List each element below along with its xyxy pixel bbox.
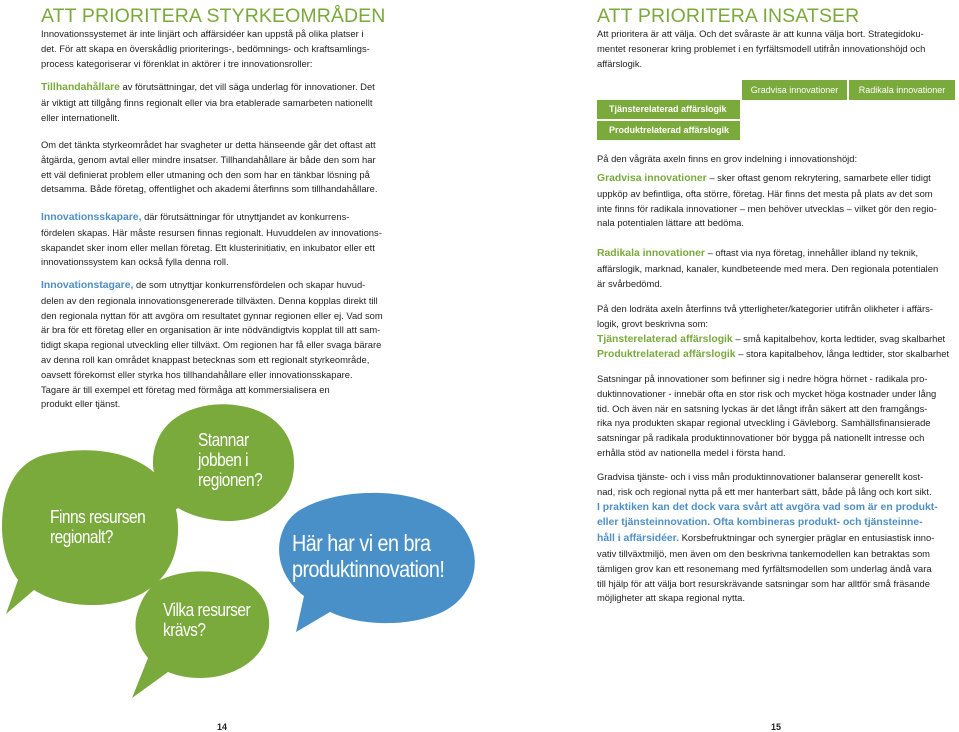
matrix-col-gradvisa: Gradvisa innovationer: [742, 80, 847, 100]
bubble-finns-text: [50, 507, 145, 547]
text-line: – oftast via nya företag, innehåller ibland ny teknik,: [704, 247, 919, 258]
bubble-har-text: [292, 530, 444, 582]
text-line: Gradvisa tjänste- och i viss mån produktinnovationer balanserar generellt kost-: [597, 471, 924, 482]
text-line: affärslogik.: [597, 57, 643, 69]
text-line: åtgärda, genom avtal eller mindre insatser. Tillhandahållare är både den som har: [41, 153, 376, 165]
text-line: eller internationellt.: [41, 111, 120, 123]
text-line: skapandet sker inom eller mellan företag. Ett klusterinitiativ, en inkubator eller ett: [41, 241, 375, 253]
text-line: uppköp av befintliga, ofta större, företag. Här finns det mesta på plats av det som: [597, 187, 933, 199]
bubble-line: Finns resursen: [50, 507, 146, 527]
right-intro: [597, 27, 957, 71]
bubble-line: jobben i: [198, 450, 249, 470]
bubble-vilka-text: [163, 600, 250, 640]
text-line: På den lodräta axeln återfinns två ytterligheter/kategorier utifrån olikheter i affärs-: [597, 303, 933, 314]
text-line: Satsningar på innovationer som befinner sig i nedre högra hörnet - radikala pro-: [597, 373, 928, 384]
text-line: inte finns för radikala innovationer – men behöver utvecklas – vilket gör den regio-: [597, 202, 937, 214]
text-line: är viktigt att tillgång finns regionalt eller via bra etablerade samarbeten nationellt: [41, 96, 373, 108]
tillhandahallare-term: Tillhandahållare: [41, 82, 120, 93]
text-line: På den vågräta axeln finns en grov indelning i innovationshöjd:: [597, 153, 858, 164]
text-line: – stora kapitalbehov, långa ledtider, stor skalbarhet: [735, 348, 950, 360]
radikala-term: Radikala innovationer: [597, 248, 705, 259]
bubble-line: krävs?: [163, 620, 206, 640]
text-line: produkt eller tjänst.: [41, 398, 121, 410]
text-line: de som utnyttjar konkurrensfördelen och skapar huvud-: [133, 279, 366, 290]
innovationstagare-section: [41, 278, 421, 412]
text-line: tid. Och även när en satsning lyckas är det långt ifrån säkert att den framgångs-: [597, 402, 928, 414]
innovationstagare-term: Innovationstagare,: [41, 280, 134, 291]
text-line: är bra för ett företag eller en organisation är inte nödvändigtvis kopplat till att sam-: [41, 324, 381, 336]
text-line: ett väl definierat problem eller utmaning och den som har en tänkbar lösning på: [41, 168, 370, 180]
vertical-axis-section: [597, 302, 957, 363]
bubble-line: produktinnovation!: [292, 556, 445, 582]
innovationsskapare-section: [41, 210, 421, 270]
text-line: process kategoriserar vi förenklat in aktörer i tre innovationsroller:: [41, 57, 313, 69]
text-line: Om det tänkta styrkeområdet har svagheter ur detta hänseende går det oftast att: [41, 139, 376, 150]
emphasis-line: håll i affärsidéer.: [597, 533, 680, 545]
satsningar-section: [597, 372, 957, 461]
text-line: logik, grovt beskrivna som:: [597, 317, 708, 329]
bubble-stannar-text: [198, 430, 262, 490]
text-line: mentet resonerar kring problemet i en fyrfältsmodell utifrån innovationshöjd och: [597, 42, 926, 54]
text-line: nad, risk och regional nytta på ett mer hanterbart sätt, både på lång och kort sikt.: [597, 485, 932, 497]
gradvisa-section: [597, 171, 957, 231]
text-line: oavsett förekomst eller styrka hos tillhandahållare eller innovationsskapare.: [41, 368, 353, 380]
produkt-term: Produktrelaterad affärslogik: [597, 349, 736, 361]
tjanst-term: Tjänsterelaterad affärslogik: [597, 333, 733, 345]
gradvisa-term: Gradvisa innovationer: [597, 173, 707, 184]
text-line: delen av den regionala innovationsgenererade tillväxten. Denna kopplas direkt till: [41, 294, 378, 306]
text-line: satsningar på radikala produktinnovationer bör bygga på nationellt intresse och: [597, 432, 925, 444]
matrix-col-radikala: Radikala innovationer: [849, 80, 955, 100]
bubble-line: regionalt?: [50, 527, 113, 547]
text-line: tidigt skapa regional utveckling eller tillväxt. Om regionen har få eller svaga bärare: [41, 339, 382, 351]
emphasis-line: I praktiken kan det dock vara svårt att avgöra vad som är en produkt-: [597, 501, 938, 513]
text-line: Korsbefruktningar och synergier präglar en entusiastisk inno-: [679, 532, 935, 544]
text-line: där förutsättningar för utnyttjandet av konkurrens-: [141, 211, 350, 222]
text-line: tämligen grov kan ett resonemang med fyrfältsmodellen som underlag ändå vara: [597, 562, 932, 574]
bubble-line: Här har vi en bra: [292, 530, 431, 556]
text-line: affärslogik, marknad, kanaler, kundbeteende med mera. Den regionala potentialen: [597, 262, 939, 274]
para-2: [41, 138, 421, 197]
text-line: innovationssystem kan också fylla denna roll.: [41, 256, 229, 268]
text-line: den regionala nyttan för att avgöra om resultatet gynnar regionen eller ej. Vad som: [41, 309, 383, 321]
innovationsskapare-term: Innovationsskapare,: [41, 212, 142, 223]
bubble-line: regionen?: [198, 470, 263, 490]
text-line: av förutsättningar, det vill säga underlag för innovationer. Det: [119, 81, 375, 92]
left-page-title: ATT PRIORITERA STYRKEOMRÅDEN: [41, 5, 386, 27]
radikala-section: [597, 246, 957, 291]
matrix-row-tjanst: Tjänsterelaterad affärslogik: [597, 100, 740, 119]
tillhandahallare-section: [41, 80, 421, 125]
text-line: Tagare är till exempel ett företag med förmåga att kommersialisera en: [41, 383, 330, 395]
text-line: detsamma. Både företag, offentlighet och akademi återfinns som tillhandahållare.: [41, 183, 378, 195]
text-line: det. För att skapa en överskådlig prioriterings-, bedömnings- och kraftsamlings-: [41, 42, 370, 54]
horiz-axis-intro: [597, 152, 957, 167]
text-line: erhålla stöd av nationella medel i första hand.: [597, 446, 786, 458]
text-line: nala potentialen lättare att bedöma.: [597, 217, 744, 229]
bubble-line: Vilka resurser: [163, 600, 251, 620]
text-line: duktinnovationer - innebär ofta en stor risk och mycket höga kostnader under lång: [597, 387, 937, 399]
right-page-title: ATT PRIORITERA INSATSER: [597, 5, 860, 27]
text-line: är svårbedömd.: [597, 277, 663, 289]
page-number-right: 15: [771, 722, 782, 732]
text-line: av denna roll kan området knappast betecknas som ett regionalt styrkeområde,: [41, 353, 370, 365]
text-line: möjligheter att skapa regional nytta.: [597, 592, 745, 604]
text-line: Att prioritera är att välja. Och det svåraste är att kunna välja bort. Strategidoku-: [597, 28, 924, 39]
text-line: Innovationssystemet är inte linjärt och affärsidéer kan uppstå på olika platser i: [41, 28, 364, 39]
text-line: – små kapitalbehov, korta ledtider, svag skalbarhet: [732, 332, 946, 344]
matrix-row-produkt: Produktrelaterad affärslogik: [597, 121, 740, 140]
text-line: fördelen skapas. Här måste resursen finnas regionalt. Huvuddelen av innovations-: [41, 226, 382, 238]
page-number-left: 14: [217, 722, 228, 732]
emphasis-line: eller tjänsteinnovation. Ofta kombineras produkt- och tjänsteinne-: [597, 517, 923, 529]
left-intro: [41, 27, 421, 71]
text-line: – sker oftast genom rekrytering, samarbete eller tidigt: [706, 172, 931, 183]
text-line: vativ tillväxtmiljö, men även om den beskrivna tankemodellen kan betraktas som: [597, 547, 930, 559]
bubble-line: Stannar: [198, 430, 249, 450]
gradvisa-balance-section: [597, 470, 959, 606]
text-line: rika nya produkten skapar regional utveckling i Gävleborg. Samhällsfinansierade: [597, 417, 931, 429]
text-line: till hjälp för att välja bort resurskrävande satsningar som har alltför små fräsande: [597, 577, 930, 589]
